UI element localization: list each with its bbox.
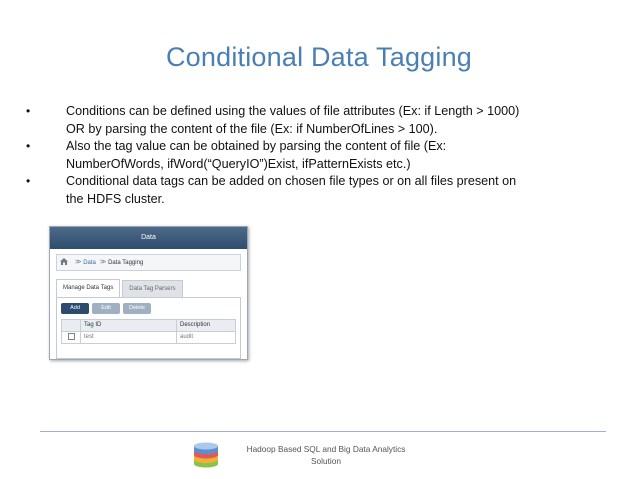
- bullet-line: the HDFS cluster.: [66, 191, 165, 206]
- bullet-line: Also the tag value can be obtained by parsing the content of file (Ex:: [66, 139, 447, 153]
- breadcrumb-separator: >>: [75, 259, 80, 266]
- bullet-line: OR by parsing the content of the file (Ex: if NumberOfLines > 100).: [66, 121, 438, 136]
- footer-divider: [40, 431, 606, 432]
- delete-button[interactable]: Delete: [123, 303, 151, 314]
- footer-line-2: Solution: [311, 456, 341, 466]
- footer-caption: [222, 443, 430, 467]
- breadcrumb-data[interactable]: Data: [83, 259, 96, 266]
- bullet-line: NumberOfWords, ifWord(“QueryIO”)Exist, ifPatternExists etc.): [66, 156, 411, 171]
- breadcrumb-separator: >>: [99, 259, 105, 266]
- bullet-list: [26, 103, 606, 208]
- cell-description: audit: [180, 334, 194, 340]
- table-header-row: [62, 320, 235, 332]
- bullet-glyph: •: [26, 104, 31, 118]
- column-header-tag-id[interactable]: Tag ID: [81, 320, 177, 331]
- slide-title: Conditional Data Tagging: [165, 42, 473, 72]
- tab-panel: [56, 298, 241, 359]
- add-button[interactable]: Add: [61, 303, 89, 314]
- bullet-line: Conditional data tags can be added on chosen file types or on all files present on: [66, 174, 517, 188]
- bullet-glyph: •: [26, 139, 31, 153]
- bullet-line: Conditions can be defined using the values of file attributes (Ex: if Length > 1000): [66, 104, 520, 118]
- database-stack-icon: [190, 439, 222, 469]
- toolbar: [57, 298, 240, 317]
- app-screenshot: [49, 226, 248, 360]
- bullet-glyph: •: [26, 174, 31, 188]
- home-icon[interactable]: [57, 258, 71, 267]
- bullet-item: [26, 173, 606, 208]
- tab-bar: [56, 279, 241, 298]
- footer-line-1: Hadoop Based SQL and Big Data Analytics: [246, 444, 406, 454]
- bullet-item: [26, 138, 606, 173]
- row-select-cell: [62, 332, 81, 343]
- row-checkbox[interactable]: [68, 333, 75, 340]
- edit-button[interactable]: Edit: [92, 303, 120, 314]
- data-tags-table: [61, 319, 236, 344]
- cell-tag-id: test: [81, 332, 177, 343]
- breadcrumb: [56, 254, 241, 271]
- tab-manage-data-tags[interactable]: Manage Data Tags: [56, 279, 120, 297]
- app-header-title: Data: [50, 227, 247, 249]
- table-row[interactable]: [62, 332, 235, 343]
- select-column-header: [62, 320, 81, 331]
- bullet-item: [26, 103, 606, 138]
- breadcrumb-data-tagging: Data Tagging: [108, 259, 144, 266]
- column-header-description[interactable]: Description: [180, 322, 211, 328]
- tab-data-tag-parsers[interactable]: Data Tag Parsers: [122, 280, 182, 297]
